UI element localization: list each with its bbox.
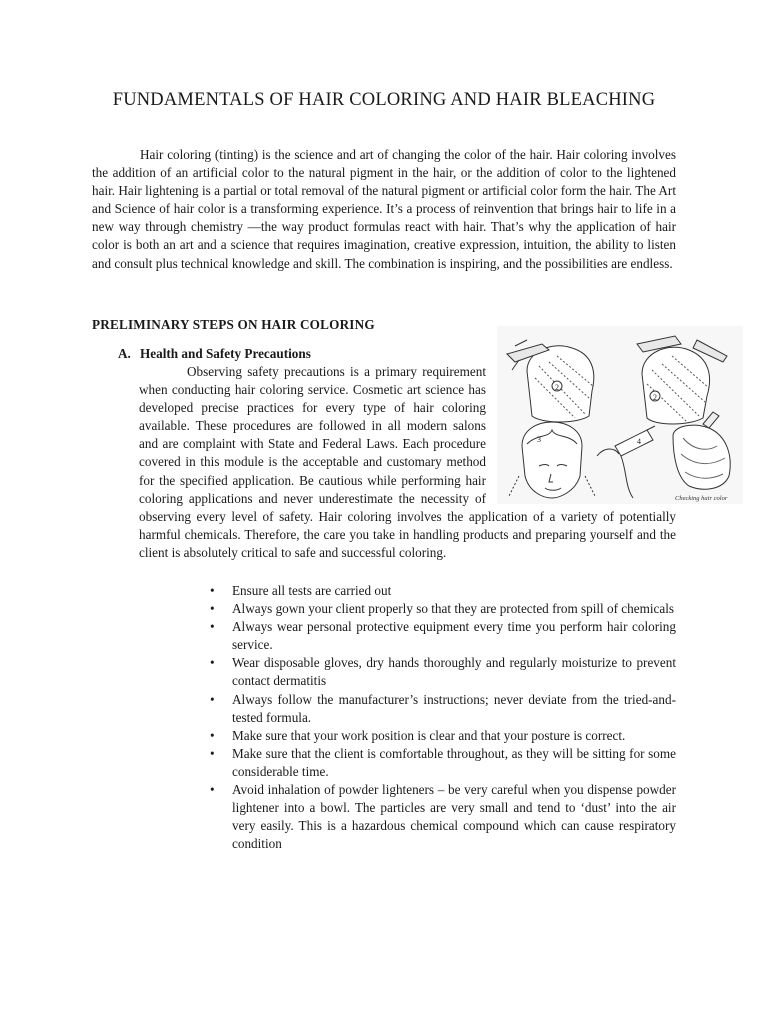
figure-caption: Checking hair color bbox=[675, 495, 728, 502]
safety-text: Observing safety precautions is a primary requirement when conducting hair coloring service. Cosmetic art science has developed precise practices for every type of hair coloring available. These procedures are followed in all modern salons and are complaint with State and Federal Laws. Each procedure covered in this module is the acceptable and customary method for the specified application. Be cautious while performing hair coloring applications and never underestimate the necessity of observing every level of safety. Hair coloring involves the application of a variety of potentially harmful chemicals. Therefore, the care you take in handling products and preparing yourself and the client is absolutely critical to safe and successful coloring. bbox=[139, 364, 676, 560]
list-item: • Make sure that the client is comfortable throughout, as they will be sitting for some considerable time. bbox=[210, 745, 676, 779]
document-title: FUNDAMENTALS OF HAIR COLORING AND HAIR BLEACHING bbox=[112, 90, 656, 110]
safety-bullet-list bbox=[210, 582, 676, 853]
list-item: • Always gown your client properly so that they are protected from spill of chemicals bbox=[210, 600, 676, 618]
bullet-marker: • bbox=[210, 601, 215, 617]
bullet-marker: • bbox=[210, 691, 215, 707]
bullet-marker: • bbox=[210, 655, 215, 671]
panel-number-4: 4 bbox=[637, 437, 641, 446]
panel-number-2: 2 bbox=[653, 393, 657, 402]
bullet-marker: • bbox=[210, 619, 215, 635]
list-item: • Wear disposable gloves, dry hands thoroughly and regularly moisturize to prevent contact dermatitis bbox=[210, 655, 676, 689]
intro-text: Hair coloring (tinting) is the science and art of changing the color of the hair. Hair coloring involves the addition of an artificial color to the natural pigment in the hair, or the addition of color to the lightened hair. Hair lightening is a partial or total removal of the natural pigment or artificial color form the hair. The Art and Science of hair color is a transforming experience. It’s a process of reinvention that brings hair to life in a new way through chemistry —the way product formulas react with hair. That’s why the application of hair color is both an art and a science that requires imagination, creative expression, intuition, the ability to listen and consult plus technical knowledge and skill. The combination is inspiring, and the possibilities are endless. bbox=[92, 147, 676, 271]
subsection-heading-text: Health and Safety Precautions bbox=[140, 346, 311, 361]
bullet-marker: • bbox=[210, 583, 215, 598]
list-item: • Ensure all tests are carried out bbox=[210, 582, 676, 600]
panel-number-1: 2 bbox=[555, 383, 559, 392]
bullet-marker: • bbox=[210, 727, 215, 743]
panel-number-3: 3 bbox=[537, 435, 541, 444]
subsection-marker: A. bbox=[118, 346, 131, 361]
subsection-heading bbox=[118, 346, 311, 362]
list-item: • Always follow the manufacturer’s instructions; never deviate from the tried-and-tested formula. bbox=[210, 691, 676, 725]
section-heading: PRELIMINARY STEPS ON HAIR COLORING bbox=[92, 317, 375, 332]
list-item: • Make sure that your work position is clear and that your posture is correct. bbox=[210, 727, 676, 745]
list-item: • Avoid inhalation of powder lighteners – be very careful when you dispense powder lightener into a bowl. The particles are very small and tend to ‘dust’ into the air very easily. This is a hazardous chemical compound which can cause respiratory condition bbox=[210, 782, 676, 852]
hair-coloring-illustration bbox=[497, 326, 743, 504]
list-item: • Always wear personal protective equipment every time you perform hair coloring service. bbox=[210, 619, 676, 653]
intro-paragraph bbox=[92, 146, 676, 273]
bullet-marker: • bbox=[210, 782, 215, 798]
bullet-marker: • bbox=[210, 745, 215, 761]
